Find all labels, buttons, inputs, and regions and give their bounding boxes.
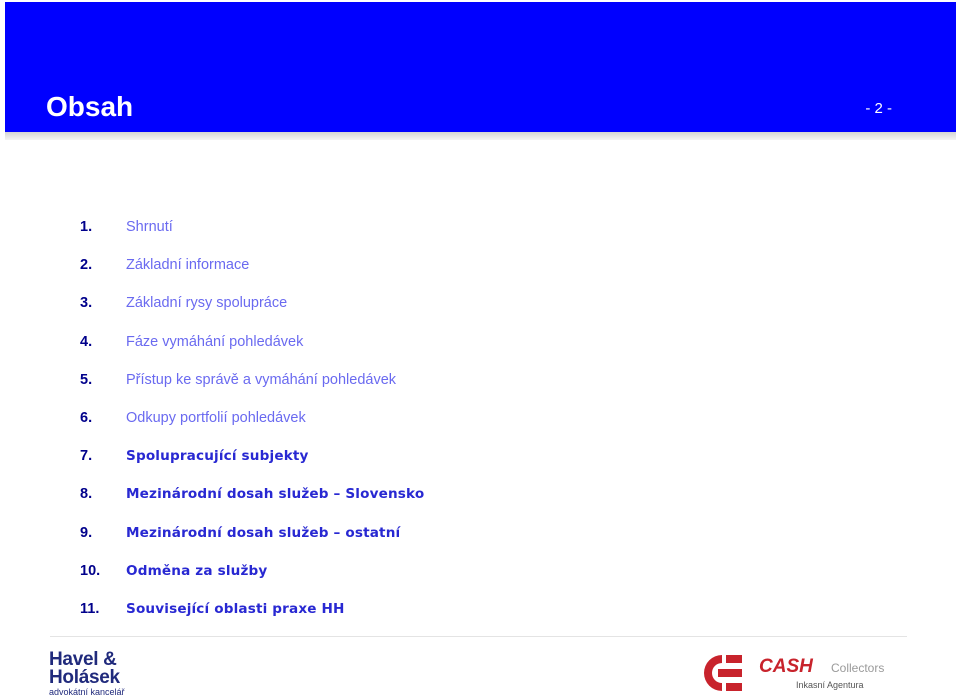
toc-item-number: 4. bbox=[80, 333, 93, 350]
cash-tagline: Inkasní Agentura bbox=[796, 680, 864, 690]
toc-item-label: Odměna za služby bbox=[126, 562, 268, 579]
page-title: Obsah bbox=[46, 91, 134, 122]
toc-item-label: Základní informace bbox=[126, 257, 250, 274]
collectors-text: Collectors bbox=[831, 661, 885, 675]
toc-item[interactable] bbox=[80, 284, 424, 322]
toc-item-number: 3. bbox=[80, 295, 93, 312]
toc-item[interactable] bbox=[80, 208, 424, 246]
toc-item-label: Související oblasti praxe HH bbox=[126, 600, 345, 617]
table-of-contents bbox=[80, 208, 424, 628]
cash-collectors-logo bbox=[696, 652, 906, 694]
header-bar bbox=[5, 2, 956, 132]
toc-item-number: 8. bbox=[80, 486, 93, 503]
havel-holasek-logo bbox=[49, 651, 125, 697]
toc-item[interactable] bbox=[80, 475, 424, 513]
page-number: - 2 - bbox=[865, 100, 892, 117]
logo-tagline: advokátní kancelář bbox=[49, 687, 125, 697]
toc-item[interactable] bbox=[80, 399, 424, 437]
toc-item-number: 7. bbox=[80, 448, 93, 465]
header-shadow bbox=[5, 132, 956, 140]
toc-item[interactable] bbox=[80, 437, 424, 475]
toc-item-label: Fáze vymáhání pohledávek bbox=[126, 333, 304, 350]
toc-item[interactable] bbox=[80, 514, 424, 552]
toc-item[interactable] bbox=[80, 323, 424, 361]
toc-item-label: Základní rysy spolupráce bbox=[126, 295, 288, 312]
toc-item-label: Odkupy portfolií pohledávek bbox=[126, 410, 306, 427]
toc-item[interactable] bbox=[80, 590, 424, 628]
cash-brand-text: CASH bbox=[759, 656, 813, 677]
logo-line-2: Holásek bbox=[49, 667, 120, 688]
toc-item-number: 11. bbox=[80, 600, 100, 617]
toc-item-label: Přístup ke správě a vymáhání pohledávek bbox=[126, 371, 397, 388]
toc-item-number: 2. bbox=[80, 257, 93, 274]
toc-item-label: Spolupracující subjekty bbox=[126, 448, 309, 465]
toc-item-number: 5. bbox=[80, 371, 93, 388]
toc-item-number: 6. bbox=[80, 410, 93, 427]
toc-item-label: Mezinárodní dosah služeb – ostatní bbox=[126, 524, 401, 541]
toc-item[interactable] bbox=[80, 361, 424, 399]
toc-item[interactable] bbox=[80, 552, 424, 590]
footer-divider bbox=[50, 636, 907, 637]
toc-item-number: 9. bbox=[80, 524, 93, 541]
toc-item-number: 1. bbox=[80, 219, 93, 236]
toc-item[interactable] bbox=[80, 246, 424, 284]
toc-item-label: Mezinárodní dosah služeb – Slovensko bbox=[126, 486, 425, 503]
toc-item-label: Shrnutí bbox=[126, 219, 173, 236]
toc-item-number: 10. bbox=[80, 562, 101, 579]
cash-c-icon bbox=[696, 652, 748, 694]
logo-line-1: Havel & bbox=[49, 649, 117, 670]
